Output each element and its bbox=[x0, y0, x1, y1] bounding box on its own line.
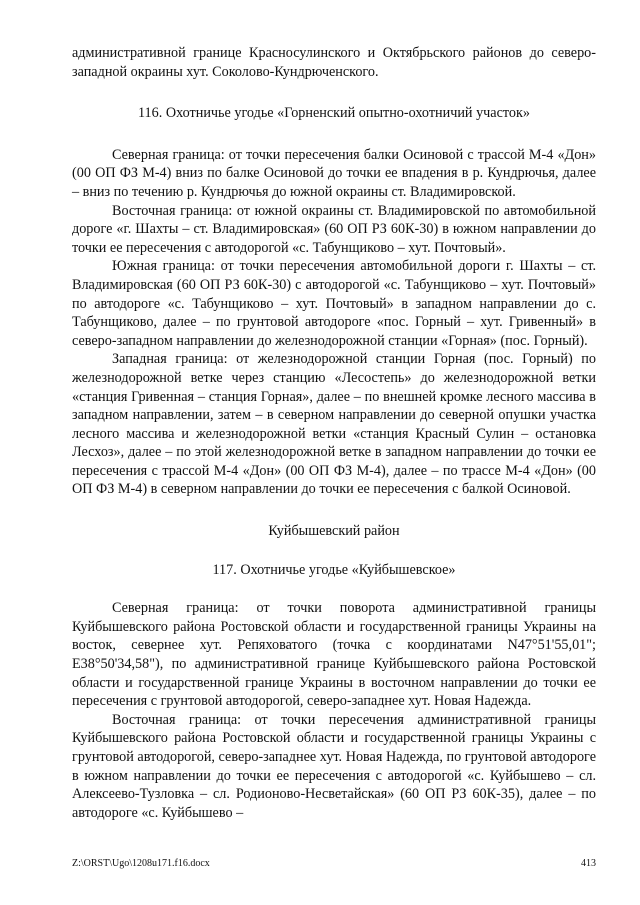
paragraph-east-border-117: Восточная граница: от точки пересечения административной границы Куйбышевского района Ростовской области и государственной границы Украины с грунтовой автодорогой, северо-западнее хут. Новая Надежда, по грунтовой автодороге в южном направлении до точки ее пересечения с автодорогой «с. Куйбышево – сл. Алексеево-Тузловка – сл. Родионово-Несветайская» (60 ОП РЗ 60К-35), далее – по автодороге «с. Куйбышево – bbox=[72, 711, 596, 821]
section-heading-117: 117. Охотничье угодье «Куйбышевское» bbox=[212, 561, 456, 578]
district-heading: Куйбышевский район bbox=[268, 523, 400, 540]
section-heading-116: 116. Охотничье угодье «Горненский опытно-охотничий участок» bbox=[137, 105, 530, 122]
paragraph-continuation: административной границе Красносулинского и Октябрьского районов до северо-западной окраины хут. Соколово-Кундрюченского. bbox=[72, 45, 596, 80]
paragraph-west-border-116: Западная граница: от железнодорожной станции Горная (пос. Горный) по железнодорожной ветке через станцию «Лесостепь» до железнодорожной ветки «станция Гривенная – станция Горная», далее – по внешней кромке лесного массива в западном направлении, затем – в северном направлении до северной опушки участка лесного массива и железнодорожной ветки «станция Красный Сулин – остановка Лесхоз», далее – по этой железнодорожной ветке в западном направлении до точки ее пересечения с трассой М-4 «Дон» (00 ОП ФЗ М-4), далее – по трассе М-4 «Дон» (00 ОП ФЗ М-4) в северном направлении до точки ее пересечения с балкой Осиновой. bbox=[72, 351, 596, 498]
paragraph-south-border-116: Южная граница: от точки пересечения автомобильной дороги г. Шахты – ст. Владимировская (60 ОП РЗ 60К-30) с автодорогой «с. Табунщиково – хут. Почтовый» по автодороге «с. Табунщиково – хут. Почтовый» в западном направлении до с. Табунщиково, далее – по грунтовой автодороге «пос. Горный – хут. Гривенный» в северо-западном направлении до железнодорожной станции «Горная» (пос. Горный). bbox=[72, 258, 596, 349]
paragraph-north-border-117: Северная граница: от точки поворота административной границы Куйбышевского района Ростовской области и государственной границы Украины на восток, севернее хут. Репяховатого (точка с координатами N47°51'55,01"; E38°50'34,58"), по административной границе Куйбышевского района Ростовской области и государственной границе Украины в восточном направлении до точки ее пересечения с грунтовой автодорогой, северо-западнее хут. Новая Надежда. bbox=[72, 600, 596, 710]
paragraph-north-border-116: Северная граница: от точки пересечения балки Осиновой с трассой М-4 «Дон» (00 ОП ФЗ М-4) вниз по балке Осиновой до точки ее впадения в р. Кундрючья, далее – вниз по течению р. Кундрючья до южной окраины ст. Владимировской. bbox=[72, 146, 596, 200]
footer-page-number: 413 bbox=[581, 858, 596, 869]
page-footer bbox=[72, 857, 596, 871]
footer-file-path: Z:\ORST\Ugo\1208u171.f16.docx bbox=[72, 858, 210, 869]
paragraph-east-border-116: Восточная граница: от южной окраины ст. Владимировской по автомобильной дороге «г. Шахты – ст. Владимировская» (60 ОП РЗ 60К-30) в южном направлении до точки ее пересечения с автодорогой «с. Табунщиково – хут. Почтовый». bbox=[72, 202, 596, 256]
document-body bbox=[72, 44, 596, 822]
